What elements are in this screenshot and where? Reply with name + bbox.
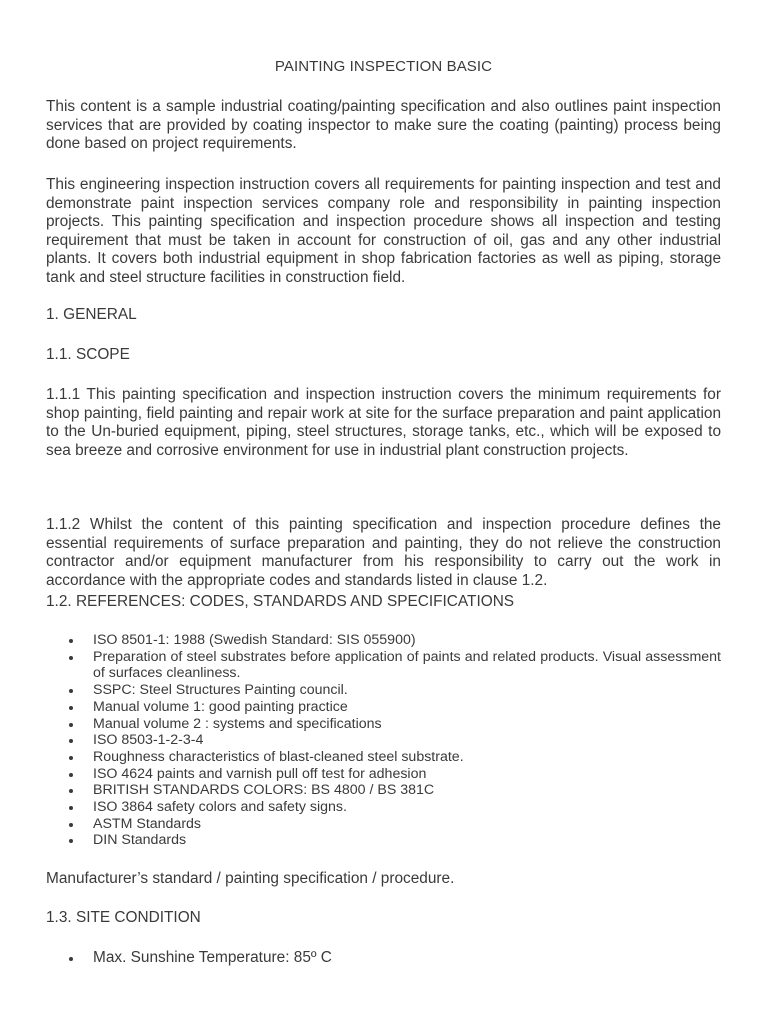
references-list [46, 632, 721, 849]
scope-paragraph-1-1-1: 1.1.1 This painting specification and inspection instruction covers the minimum requirements for shop painting, field painting and repair work at site for the surface preparation and paint application to the Un-buried equipment, piping, steel structures, storage tanks, etc., which will be exposed to sea breeze and corrosive environment for use in industrial plant construction projects. [46, 386, 721, 459]
list-item: SSPC: Steel Structures Painting council. [46, 682, 721, 699]
scope-paragraph-1-1-2: 1.1.2 Whilst the content of this painting specification and inspection procedure defines the essential requirements of surface preparation and painting, they do not relieve the construction contractor and/or equipment manufacturer from his responsibility to carry out the work in accordance with the appropriate codes and standards listed in clause 1.2. [46, 516, 721, 589]
section-heading-general: 1. GENERAL [46, 306, 137, 323]
list-item: Max. Sunshine Temperature: 85º C [46, 949, 721, 967]
site-conditions-list [46, 949, 721, 967]
list-item: BRITISH STANDARDS COLORS: BS 4800 / BS 381C [46, 782, 721, 799]
list-item: ISO 8503-1-2-3-4 [46, 732, 721, 749]
intro-paragraph-2: This engineering inspection instruction covers all requirements for painting inspection and test and demonstrate paint inspection services company role and responsibility in painting inspection projects. This painting specification and inspection procedure shows all inspection and testing requirement that must be taken in account for construction of oil, gas and any other industrial plants. It covers both industrial equipment in shop fabrication factories as well as piping, storage tank and steel structure facilities in construction field. [46, 176, 721, 286]
list-item: Roughness characteristics of blast-cleaned steel substrate. [46, 749, 721, 766]
section-heading-references: 1.2. REFERENCES: CODES, STANDARDS AND SPECIFICATIONS [46, 593, 515, 610]
document-title: PAINTING INSPECTION BASIC [274, 58, 493, 75]
intro-paragraph-1: This content is a sample industrial coating/painting specification and also outlines paint inspection services that are provided by coating inspector to make sure the coating (painting) process being done based on project requirements. [46, 98, 721, 152]
list-item: ISO 4624 paints and varnish pull off test for adhesion [46, 766, 721, 783]
list-item: ASTM Standards [46, 816, 721, 833]
section-heading-site-condition: 1.3. SITE CONDITION [46, 909, 201, 926]
manufacturer-note: Manufacturer’s standard / painting specification / procedure. [46, 870, 455, 887]
list-item: ISO 8501-1: 1988 (Swedish Standard: SIS 055900) [46, 632, 721, 649]
list-item: Manual volume 2 : systems and specifications [46, 716, 721, 733]
list-item: Manual volume 1: good painting practice [46, 699, 721, 716]
list-item: Preparation of steel substrates before application of paints and related products. Visual assessment of surfaces cleanliness. [46, 649, 721, 682]
list-item: DIN Standards [46, 832, 721, 849]
list-item: ISO 3864 safety colors and safety signs. [46, 799, 721, 816]
section-heading-scope: 1.1. SCOPE [46, 346, 130, 363]
